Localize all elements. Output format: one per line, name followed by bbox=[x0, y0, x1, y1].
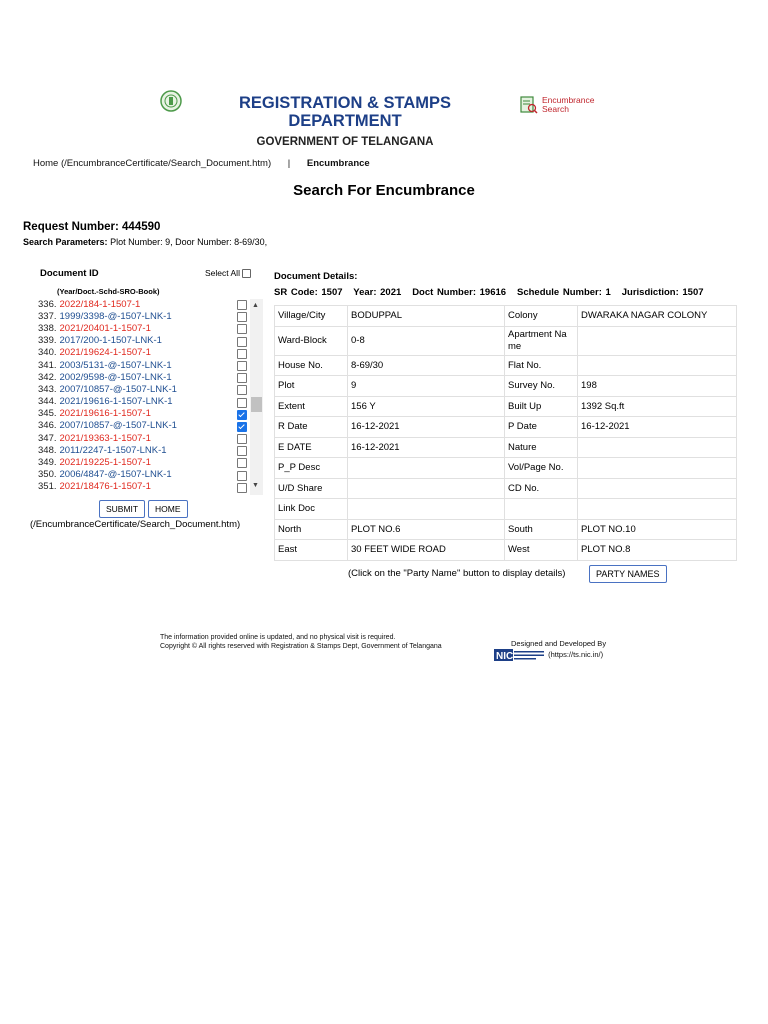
document-row-checkbox[interactable] bbox=[237, 361, 247, 371]
document-row-checkbox[interactable] bbox=[237, 337, 247, 347]
document-details-heading: Document Details: bbox=[274, 271, 358, 282]
details-row bbox=[275, 499, 737, 520]
document-row[interactable] bbox=[38, 444, 264, 456]
document-row-number: 350. bbox=[38, 469, 57, 481]
details-field-value bbox=[578, 355, 737, 376]
details-row bbox=[275, 306, 737, 327]
details-field-value: PLOT NO.8 bbox=[578, 540, 737, 561]
details-row bbox=[275, 396, 737, 417]
document-row-checkbox[interactable] bbox=[237, 446, 247, 456]
details-field-label bbox=[505, 499, 578, 520]
document-row-number: 345. bbox=[38, 408, 57, 420]
details-field-label: West bbox=[505, 540, 578, 561]
nic-logo-icon bbox=[494, 649, 546, 661]
document-id-link[interactable]: 2021/19363-1-1507-1 bbox=[59, 432, 151, 444]
document-row-checkbox[interactable] bbox=[237, 398, 247, 408]
details-field-value: DWARAKA NAGAR COLONY bbox=[578, 306, 737, 327]
document-row-number: 346. bbox=[38, 420, 57, 432]
document-id-link[interactable]: 2002/9598-@-1507-LNK-1 bbox=[59, 371, 172, 383]
details-field-label: CD No. bbox=[505, 478, 578, 499]
page-title: Search For Encumbrance bbox=[293, 182, 475, 199]
document-row-number: 349. bbox=[38, 457, 57, 469]
details-field-label: Nature bbox=[505, 437, 578, 458]
enc-logo-line-2: Search bbox=[542, 104, 569, 114]
document-row[interactable] bbox=[38, 383, 264, 395]
document-row-number: 348. bbox=[38, 444, 57, 456]
home-link-text: (/EncumbranceCertificate/Search_Document.htm) bbox=[30, 519, 241, 530]
document-id-link[interactable]: 2011/2247-1-1507-LNK-1 bbox=[59, 444, 167, 456]
document-row[interactable] bbox=[38, 310, 264, 322]
details-field-label: E DATE bbox=[275, 437, 348, 458]
breadcrumb bbox=[33, 158, 370, 169]
details-field-value bbox=[578, 437, 737, 458]
home-button[interactable]: HOME bbox=[148, 500, 188, 518]
document-id-link[interactable]: 2022/184-1-1507-1 bbox=[59, 298, 141, 310]
document-row-number: 342. bbox=[38, 371, 57, 383]
footer-copyright: Copyright © All rights reserved with Registration & Stamps Dept, Government of Telangana bbox=[160, 642, 442, 650]
document-id-link[interactable]: 2021/19624-1-1507-1 bbox=[59, 347, 151, 359]
document-row[interactable] bbox=[38, 335, 264, 347]
details-row bbox=[275, 437, 737, 458]
details-field-value: 16-12-2021 bbox=[578, 417, 737, 438]
document-id-subheading: (Year/Doct.-Schd-SRO-Book) bbox=[57, 287, 160, 296]
details-field-label: North bbox=[275, 519, 348, 540]
document-row[interactable] bbox=[38, 322, 264, 334]
document-row-number: 338. bbox=[38, 322, 57, 334]
details-field-label: East bbox=[275, 540, 348, 561]
details-row bbox=[275, 355, 737, 376]
enc-logo-line-1: Encumbrance bbox=[542, 95, 595, 105]
document-id-heading: Document ID bbox=[40, 268, 99, 279]
details-field-value bbox=[348, 478, 505, 499]
document-id-link[interactable]: 2017/200-1-1507-LNK-1 bbox=[59, 335, 162, 347]
document-row-checkbox[interactable] bbox=[237, 410, 247, 420]
details-field-value bbox=[578, 458, 737, 479]
footer-designed-by: Designed and Developed By bbox=[511, 639, 607, 648]
details-field-value: 1392 Sq.ft bbox=[578, 396, 737, 417]
document-row-checkbox[interactable] bbox=[237, 349, 247, 359]
document-row-number: 343. bbox=[38, 383, 57, 395]
document-row[interactable] bbox=[38, 432, 264, 444]
document-row-checkbox[interactable] bbox=[237, 434, 247, 444]
details-field-label: House No. bbox=[275, 355, 348, 376]
details-field-value bbox=[348, 499, 505, 520]
details-field-value: 16-12-2021 bbox=[348, 417, 505, 438]
document-row-checkbox[interactable] bbox=[237, 385, 247, 395]
document-row[interactable] bbox=[38, 371, 264, 383]
document-row[interactable] bbox=[38, 347, 264, 359]
search-parameters-value: Plot Number: 9, Door Number: 8-69/30, bbox=[107, 237, 268, 247]
document-row[interactable] bbox=[38, 456, 264, 468]
details-field-label: Vol/Page No. bbox=[505, 458, 578, 479]
document-row-number: 340. bbox=[38, 347, 57, 359]
search-parameters-label: Search Parameters: bbox=[23, 237, 108, 247]
scroll-down-icon[interactable]: ▼ bbox=[252, 482, 259, 489]
details-field-value: 16-12-2021 bbox=[348, 437, 505, 458]
document-row[interactable] bbox=[38, 420, 264, 432]
details-field-value: PLOT NO.10 bbox=[578, 519, 737, 540]
details-field-label: Survey No. bbox=[505, 376, 578, 397]
details-field-label: Village/City bbox=[275, 306, 348, 327]
details-field-label: Ward-Block bbox=[275, 326, 348, 355]
document-list bbox=[38, 298, 264, 496]
document-row-number: 351. bbox=[38, 481, 57, 493]
document-row-checkbox[interactable] bbox=[237, 483, 247, 493]
details-field-label: Colony bbox=[505, 306, 578, 327]
breadcrumb-home-link[interactable]: Home (/EncumbranceCertificate/Search_Document.htm) bbox=[33, 158, 272, 169]
document-id-link[interactable]: 2007/10857-@-1507-LNK-1 bbox=[59, 383, 177, 395]
details-field-value: 30 FEET WIDE ROAD bbox=[348, 540, 505, 561]
details-row bbox=[275, 458, 737, 479]
title-line-1: REGISTRATION & STAMPS bbox=[238, 94, 452, 112]
document-row-number: 344. bbox=[38, 396, 57, 408]
details-field-value: 156 Y bbox=[348, 396, 505, 417]
document-row-checkbox[interactable] bbox=[237, 312, 247, 322]
document-row-checkbox[interactable] bbox=[237, 324, 247, 334]
document-row-number: 336. bbox=[38, 298, 57, 310]
document-id-link[interactable]: 1999/3398-@-1507-LNK-1 bbox=[59, 310, 172, 322]
document-id-link[interactable]: 2007/10857-@-1507-LNK-1 bbox=[59, 420, 177, 432]
party-names-hint: (Click on the "Party Name" button to display details) bbox=[348, 568, 566, 579]
party-names-button[interactable]: PARTY NAMES bbox=[589, 565, 667, 583]
details-field-value bbox=[578, 478, 737, 499]
document-id-link[interactable]: 2021/19616-1-1507-1 bbox=[59, 408, 151, 420]
document-details-table bbox=[274, 305, 737, 561]
details-field-value bbox=[578, 326, 737, 355]
details-field-label: R Date bbox=[275, 417, 348, 438]
encumbrance-search-logo bbox=[520, 96, 594, 114]
telangana-emblem-icon bbox=[160, 90, 182, 112]
details-row bbox=[275, 540, 737, 561]
document-row-checkbox[interactable] bbox=[237, 458, 247, 468]
nic-link[interactable]: (https://ts.nic.in/) bbox=[548, 649, 604, 659]
breadcrumb-current: Encumbrance bbox=[306, 158, 370, 169]
details-field-label: Built Up bbox=[505, 396, 578, 417]
document-id-link[interactable]: 2021/19616-1-1507-LNK-1 bbox=[59, 396, 173, 408]
details-row bbox=[275, 478, 737, 499]
document-row-checkbox[interactable] bbox=[237, 300, 247, 310]
document-row[interactable] bbox=[38, 298, 264, 310]
details-field-value: 9 bbox=[348, 376, 505, 397]
svg-text:NIC: NIC bbox=[496, 650, 514, 661]
details-row bbox=[275, 519, 737, 540]
details-field-label: P Date bbox=[505, 417, 578, 438]
request-number: Request Number: 444590 bbox=[23, 221, 161, 233]
details-field-value bbox=[348, 458, 505, 479]
document-row-number: 347. bbox=[38, 432, 57, 444]
encumbrance-doc-icon bbox=[520, 96, 538, 114]
document-row-checkbox[interactable] bbox=[237, 373, 247, 383]
details-field-label: U/D Share bbox=[275, 478, 348, 499]
document-row[interactable] bbox=[38, 469, 264, 481]
details-field-value: 0-8 bbox=[348, 326, 505, 355]
government-label: GOVERNMENT OF TELANGANA bbox=[256, 136, 434, 148]
scroll-thumb[interactable] bbox=[251, 397, 262, 412]
footer-info-text: The information provided online is updated, and no physical visit is required. bbox=[160, 634, 396, 641]
search-parameters bbox=[23, 237, 267, 247]
document-id-link[interactable]: 2003/5131-@-1507-LNK-1 bbox=[59, 359, 172, 371]
details-field-value: 8-69/30 bbox=[348, 355, 505, 376]
select-all-label: Select All bbox=[205, 268, 240, 278]
breadcrumb-separator: | bbox=[287, 158, 291, 169]
details-field-value: PLOT NO.6 bbox=[348, 519, 505, 540]
document-id-link[interactable]: 2021/20401-1-1507-1 bbox=[59, 322, 151, 334]
details-row bbox=[275, 417, 737, 438]
details-row bbox=[275, 376, 737, 397]
document-row-number: 341. bbox=[38, 359, 57, 371]
details-field-label: Plot bbox=[275, 376, 348, 397]
footer-credits bbox=[494, 640, 606, 661]
details-field-label: Link Doc bbox=[275, 499, 348, 520]
details-row bbox=[275, 326, 737, 355]
submit-button[interactable]: SUBMIT bbox=[99, 500, 145, 518]
details-field-label: P_P Desc bbox=[275, 458, 348, 479]
details-field-label: Flat No. bbox=[505, 355, 578, 376]
document-row-number: 337. bbox=[38, 310, 57, 322]
details-field-label: Apartment Na me bbox=[505, 326, 578, 355]
details-field-label: Extent bbox=[275, 396, 348, 417]
scroll-up-icon[interactable]: ▲ bbox=[252, 302, 259, 309]
document-id-link[interactable]: 2021/18476-1-1507-1 bbox=[59, 481, 151, 493]
department-title bbox=[200, 94, 490, 130]
details-field-value: BODUPPAL bbox=[348, 306, 505, 327]
document-row-number: 339. bbox=[38, 335, 57, 347]
select-all[interactable] bbox=[205, 268, 251, 278]
details-field-label: South bbox=[505, 519, 578, 540]
document-id-link[interactable]: 2006/4847-@-1507-LNK-1 bbox=[59, 469, 172, 481]
title-line-2: DEPARTMENT bbox=[288, 112, 402, 130]
document-row[interactable] bbox=[38, 481, 264, 493]
details-field-value: 198 bbox=[578, 376, 737, 397]
document-row-checkbox[interactable] bbox=[237, 422, 247, 432]
document-row[interactable] bbox=[38, 396, 264, 408]
document-row-checkbox[interactable] bbox=[237, 471, 247, 481]
select-all-checkbox[interactable] bbox=[242, 269, 251, 278]
footer-info bbox=[160, 634, 450, 651]
document-id-link[interactable]: 2021/19225-1-1507-1 bbox=[59, 457, 151, 469]
document-row[interactable] bbox=[38, 359, 264, 371]
document-details-meta: SR Code: 1507 Year: 2021 Doct Number: 19616 Schedule Number: 1 Jurisdiction: 1507 bbox=[274, 287, 704, 298]
details-field-value bbox=[578, 499, 737, 520]
document-row[interactable] bbox=[38, 408, 264, 420]
